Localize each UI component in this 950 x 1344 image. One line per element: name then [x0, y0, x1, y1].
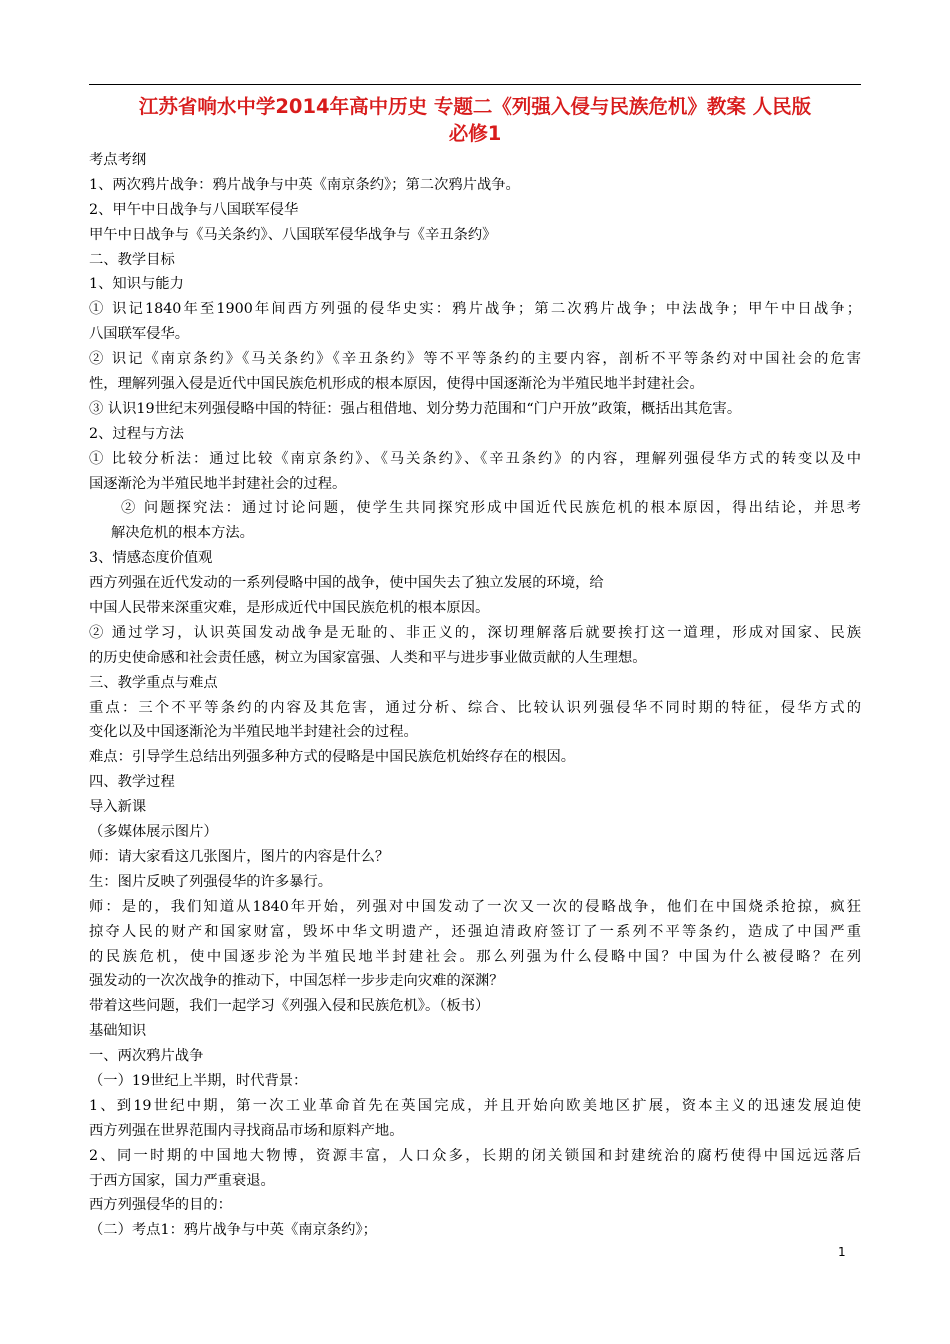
document-title	[89, 93, 861, 147]
header-rule	[89, 84, 861, 85]
paragraph-line: 重点：三个不平等条约的内容及其危害，通过分析、综合、比较认识列强侵华不同时期的特征，侵华方式的	[89, 699, 861, 716]
paragraph-line: 带着这些问题，我们一起学习《列强入侵和民族危机》。（板书）	[89, 998, 490, 1015]
paragraph-line: 1、两次鸦片战争：鸦片战争与中英《南京条约》；第二次鸦片战争。	[89, 176, 520, 193]
paragraph-line: ① 识记1840年至1900年间西方列强的侵华史实：鸦片战争；第二次鸦片战争；中法战争；甲午中日战争；	[89, 301, 861, 318]
paragraph-line: 导入新课	[89, 799, 147, 816]
paragraph-line: 2、甲午中日战争与八国联军侵华	[89, 201, 299, 218]
paragraph-line: 西方列强在世界范围内寻找商品市场和原料产地。	[89, 1122, 404, 1139]
paragraph-line: ③ 认识19世纪末列强侵略中国的特征：强占租借地、划分势力范围和“门户开放”政策，概括出其危害。	[89, 400, 742, 417]
page-number: 1	[838, 1245, 846, 1259]
paragraph-line: 2、过程与方法	[89, 425, 184, 442]
paragraph-line: 一、两次鸦片战争	[89, 1048, 204, 1065]
title-line-1: 江苏省响水中学2014年高中历史 专题二《列强入侵与民族危机》教案 人民版	[138, 95, 812, 118]
paragraph-line: （二）考点1：鸦片战争与中英《南京条约》；	[89, 1222, 377, 1239]
paragraph-line: 性，理解列强入侵是近代中国民族危机形成的根本原因，使得中国逐渐沦为半殖民地半封建社会。	[89, 376, 704, 393]
paragraph-line: （一）19世纪上半期，时代背景：	[89, 1072, 308, 1089]
paragraph-line: 的民族危机，使中国逐步沦为半殖民地半封建社会。那么列强为什么侵略中国？中国为什么被侵略？在列	[89, 948, 861, 965]
paragraph-line: 于西方国家，国力严重衰退。	[89, 1172, 275, 1189]
paragraph-line: 解决危机的根本方法。	[111, 525, 254, 542]
paragraph-line: 师：请大家看这几张图片，图片的内容是什么？	[89, 848, 390, 865]
paragraph-line: 国逐渐沦为半殖民地半封建社会的过程。	[89, 475, 347, 492]
paragraph-line: 考点考纲	[89, 152, 147, 168]
paragraph-line: 难点：引导学生总结出列强多种方式的侵略是中国民族危机始终存在的根因。	[89, 749, 576, 766]
paragraph-line: 生：图片反映了列强侵华的许多暴行。	[89, 873, 333, 890]
paragraph-line: ② 问题探究法：通过讨论问题，使学生共同探究形成中国近代民族危机的根本原因，得出结论，并思考	[121, 500, 861, 517]
document-body	[89, 148, 861, 1243]
paragraph-line: 四、教学过程	[89, 774, 175, 791]
paragraph-line: 强发动的一次次战争的推动下，中国怎样一步步走向灾难的深渊？	[89, 973, 504, 990]
paragraph-line: 西方列强侵华的目的：	[89, 1197, 232, 1214]
paragraph-line: 的历史使命感和社会责任感，树立为国家富强、人类和平与进步事业做贡献的人生理想。	[89, 649, 647, 666]
paragraph-line: ① 比较分析法：通过比较《南京条约》、《马关条约》、《辛丑条约》的内容，理解列强侵华方式的转变以及中	[89, 450, 861, 467]
paragraph-line: （多媒体展示图片）	[89, 824, 218, 841]
paragraph-line: 师：是的，我们知道从1840年开始，列强对中国发动了一次又一次的侵略战争，他们在中国烧杀抢掠，疯狂	[89, 898, 861, 915]
paragraph-line: ② 识记《南京条约》《马关条约》《辛丑条约》等不平等条约的主要内容，剖析不平等条约对中国社会的危害	[89, 351, 861, 368]
paragraph-line: 1、知识与能力	[89, 276, 184, 293]
paragraph-line: 掠夺人民的财产和国家财富，毁坏中华文明遗产，还强迫清政府签订了一系列不平等条约，造成了中国严重	[89, 923, 861, 940]
paragraph-line: 三、教学重点与难点	[89, 674, 218, 691]
paragraph-line: 八国联军侵华。	[89, 326, 190, 343]
paragraph-line: 西方列强在近代发动的一系列侵略中国的战争，使中国失去了独立发展的环境，给	[89, 575, 604, 592]
title-line-2: 必修1	[448, 122, 502, 145]
paragraph-line: 变化以及中国逐渐沦为半殖民地半封建社会的过程。	[89, 724, 418, 741]
paragraph-line: 中国人民带来深重灾难，是形成近代中国民族危机的根本原因。	[89, 600, 490, 617]
paragraph-line: 二、教学目标	[89, 251, 175, 268]
paragraph-line: 3、情感态度价值观	[89, 550, 213, 567]
paragraph-line: 2、同一时期的中国地大物博，资源丰富，人口众多，长期的闭关锁国和封建统治的腐朽使得中国远远落后	[89, 1147, 861, 1164]
paragraph-line: 基础知识	[89, 1023, 147, 1040]
paragraph-line: ② 通过学习，认识英国发动战争是无耻的、非正义的，深切理解落后就要挨打这一道理，形成对国家、民族	[89, 624, 861, 641]
paragraph-line: 甲午中日战争与《马关条约》、八国联军侵华战争与《辛丑条约》	[89, 226, 497, 243]
paragraph-line: 1、到19世纪中期，第一次工业革命首先在英国完成，并且开始向欧美地区扩展，资本主义的迅速发展迫使	[89, 1097, 861, 1114]
